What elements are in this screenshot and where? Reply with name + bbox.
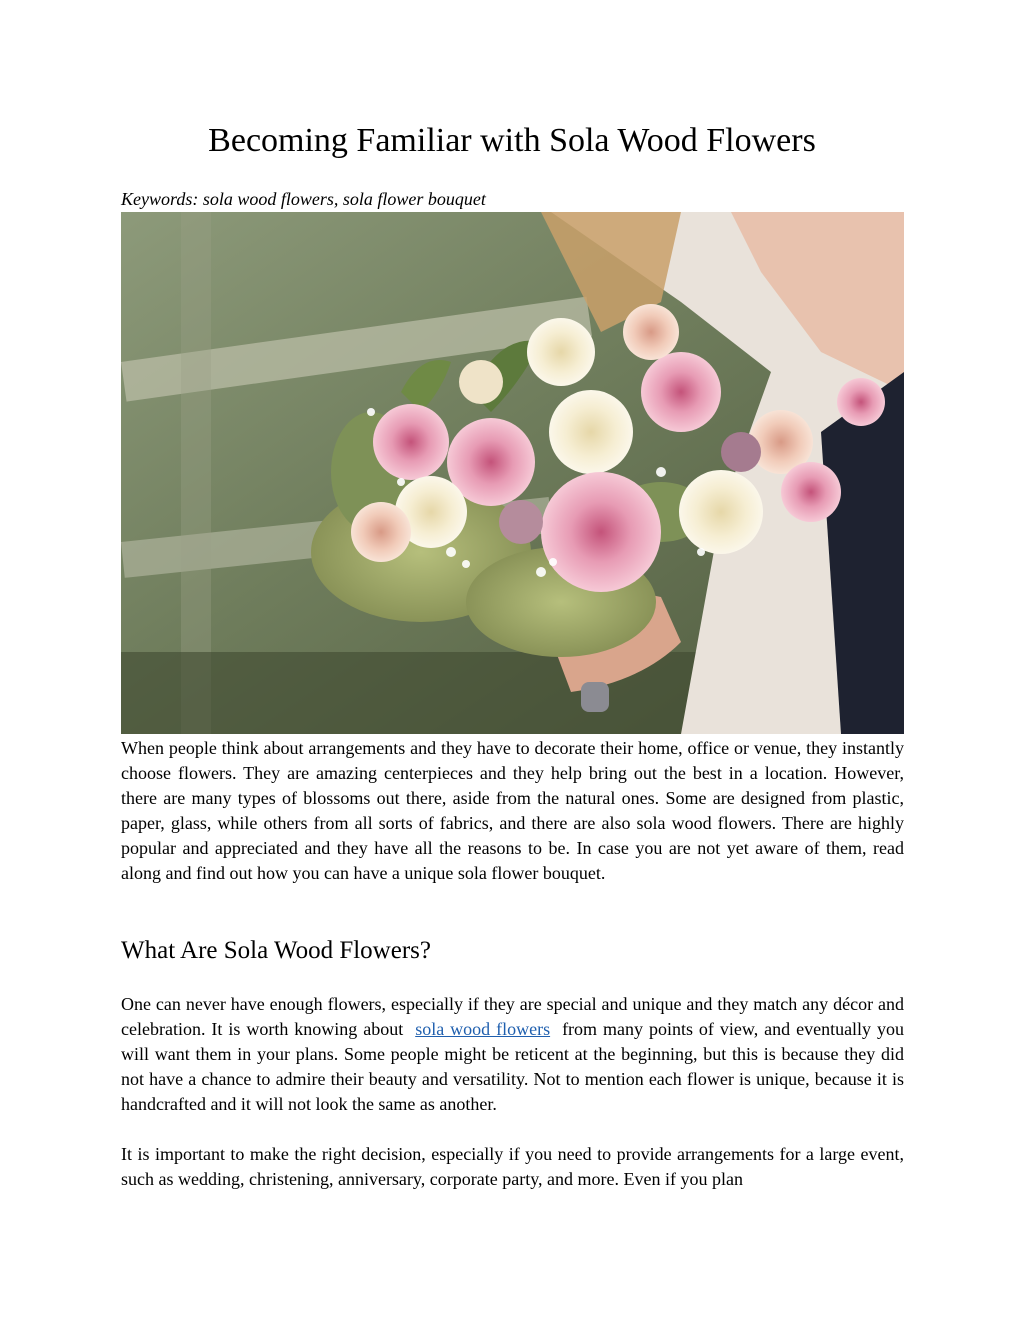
keywords-line: Keywords: sola wood flowers, sola flower bouquet — [121, 189, 486, 209]
intro-paragraph: When people think about arrangements and they have to decorate their home, office or venue, they instantly choose flowers. They are amazing centerpieces and they help bring out the best in a location. However, there are many types of blossoms out there, aside from the natural ones. Some are designed from plastic, paper, glass, while others from all sorts of fabrics, and there are also sola wood flowers. There are highly popular and appreciated and they have all the reasons to be. In case you are not yet aware of them, read along and find out how you can have a unique sola flower bouquet. — [121, 738, 904, 883]
bridal-bouquet-photo — [121, 212, 904, 734]
section-paragraph — [121, 992, 904, 1117]
final-paragraph: It is important to make the right decision, especially if you need to provide arrangements for a large event, such as wedding, christening, anniversary, corporate party, and more. Even if you plan — [121, 1144, 904, 1189]
paragraph-text-before-link: One can never have enough flowers, especially if they are special and unique and they match any décor and celebration. It is worth knowing about — [121, 994, 904, 1039]
section-heading: What Are Sola Wood Flowers? — [121, 937, 431, 964]
bouquet-illustration — [121, 212, 904, 734]
sola-wood-flowers-link[interactable]: sola wood flowers — [415, 1019, 551, 1039]
page-title: Becoming Familiar with Sola Wood Flowers — [208, 122, 816, 159]
paragraph-text-after-link: from many points of view, and eventually you will want them in your plans. Some people might be reticent at the beginning, but this is because they did not have a chance to admire their beauty and versatility. Not to mention each flower is unique, because it is handcrafted and it will not look the same as another. — [121, 1019, 905, 1114]
